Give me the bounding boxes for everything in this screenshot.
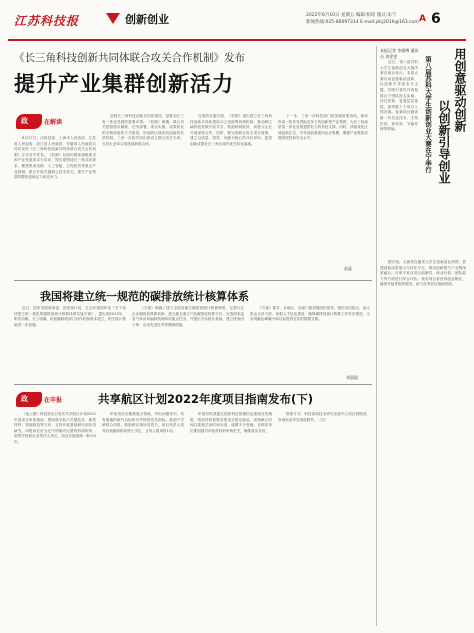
program-paragraph: 联系方式：科技部高技术研究发展中心项目管理部，咨询电话详见指南附件。（完）: [278, 412, 370, 422]
program-paragraph: （接上期）科技部近日发布共享航区计划2022年度项目申报指南，围绕航空航天关键技术、新型材料、智能制造等方向，支持开展基础研究和应用研究。申报单位应为在中国境内注册的科研院所、高等学校和企业等法人单位，项目实施周期一般为3年。: [14, 412, 96, 444]
lead-headline: 提升产业集群创新活力: [14, 72, 234, 96]
section-marker-icon: [106, 13, 120, 24]
sidebar-subtitle: 第八届苏科大学生创新创业大赛在宁举行: [424, 56, 432, 173]
lead-paragraph: 下一步，三省一市科技部门将加强政策协同，推动形成一批具有国际竞争力的创新型产业集群，为长三角高质量一体化发展提供有力的科技支撑。同时，持续优化区域创新生态，引导创新要素向企业集聚，增强产业链供应链的韧性和安全水平。: [278, 114, 368, 141]
lead-column-1: [14, 136, 96, 276]
sidebar-column-top: [380, 60, 418, 254]
lead-author: 赵蕊: [344, 266, 352, 271]
sidebar-column-bottom: [380, 260, 466, 624]
lead-column-2: [102, 114, 184, 276]
program-paragraph: 申报材料须通过国家科技管理信息系统在线填报，纸质材料按要求报送至指定地址。受理截止时间以系统关闭时间为准，逾期不予受理。各推荐单位要加强对申报材料的审核把关，确保真实有效。: [190, 412, 272, 433]
policy-badge-label: 在解读: [44, 119, 63, 126]
program-column-1: [14, 412, 96, 624]
policy-badge: [16, 114, 42, 129]
newspaper-logo: 江苏科技报: [14, 14, 80, 28]
carbon-author: 刘晨晨: [346, 375, 358, 380]
sidebar-paragraph: 近日，第八届苏科大学生创新创业大赛决赛在南京举行。本届大赛以用创意驱动创新、以创新引导创业为主题，共吸引省内外高校数百个团队报名参赛，经过初赛、复赛层层选拔，最终数十个项目入围决赛。参赛项目涵盖新一代信息技术、生物医药、新材料、节能环保等领域。: [380, 60, 418, 132]
divider: [14, 280, 372, 281]
sidebar-paragraph: 据介绍，大赛旨在激发大学生创新创业热情，搭建创新成果展示与转化平台，推动创新链与产业链深度融合。评审专家从项目创新性、商业价值、团队能力等方面进行综合评价。获奖项目将获得创业孵化、融资对接等配套服务，助力优秀项目落地发展。: [380, 260, 466, 287]
page-number: 6: [431, 11, 441, 27]
lead-paragraph: 在组织实施方面，《机制》提出建立长三角科技创新共同体建设办公室统筹协调机制，推动跨区域科技资源开放共享，鼓励科研院所、高校与企业开展深度合作。同时，要完善联合攻关项目管理，建立以质量、绩效、贡献为核心的评价导向，促进创新成果在长三角区域内优先转化落地。: [190, 114, 272, 146]
sidebar-title-2: 以创新引导创业: [437, 100, 451, 184]
masthead-rule: [8, 39, 466, 41]
issue-contact: 新闻热线:025-86097314 E-mail:jskj2016@163.com: [306, 20, 419, 25]
page-prefix: A: [419, 14, 426, 24]
program-paragraph: 申报项目应聚焦重点领域，突出问题导向，具有明确的研究目标和可考核的技术指标。鼓励产学研联合申报，鼓励跨区域协同攻关。项目负责人须具有高级职称或博士学位，且每人限申报1项。: [102, 412, 184, 433]
carbon-paragraph: 近日，国家发展改革委、国家统计局、生态环境部印发《关于加快建立统一规范的碳排放统计核算体系实施方案》，提出到2023年，职责清晰、分工明确、衔接顺畅的部门协作机制基本建立，相关统计基础进一步加强。: [14, 306, 126, 327]
application-badge-glyph: 政: [21, 395, 28, 403]
issue-meta: [306, 12, 426, 26]
issue-date-editor: 2022年6月10日 星期五 编辑:柏瑶 版式:朱宁: [306, 13, 397, 18]
program-column-4: [278, 412, 370, 624]
application-badge: [16, 392, 42, 407]
section-title: 创新创业: [125, 13, 169, 26]
carbon-paragraph: 《方案》要求，各地区、各部门要加强组织领导，强化协同配合，加大资金支持力度，加强人才队伍建设，确保碳排放统计核算工作有序推进，为实现碳达峰碳中和目标提供坚实的数据支撑。: [250, 306, 370, 322]
carbon-headline: 我国将建立统一规范的碳排放统计核算体系: [40, 290, 249, 303]
policy-badge-glyph: 政: [21, 117, 28, 125]
program-headline: 共享航区计划2022年度项目指南发布(下): [98, 392, 314, 406]
carbon-paragraph: 《方案》明确了建立全国及地方碳排放统计核算制度、完善行业企业碳排放核算机制、建立健全重点产品碳排放核算方法、完善国家温室气体清单编制机制四项重点任务，并提出夯实统计基础、建立排放因子库、应用先进技术等保障措施。: [132, 306, 244, 327]
carbon-column-2: [132, 306, 244, 380]
divider: [14, 384, 372, 385]
lead-paragraph: 6月27日，由科技部、上海市人民政府、江苏省人民政府、浙江省人民政府、安徽省人民政府共同印发的《长三角科技创新共同体联合攻关合作机制》正式对外发布。《机制》以面向国家战略需求和产业发展需求为导向，提出要围绕长三角共同需求，聚焦集成电路、人工智能、生物医药等重点产业领域，联合开展关键核心技术攻关，提升产业集群的整体创新活力和竞争力。: [14, 136, 96, 180]
program-column-2: [102, 412, 184, 624]
carbon-column-3: [250, 306, 370, 372]
carbon-column-1: [14, 306, 126, 380]
lead-paragraph: 加强长三角科技创新共同体建设，是推动长三角一体化发展的重要举措。《机制》明确，联合攻关按照需求凝练、任务部署、项目实施、成果转化的全链条组织方式推进，形成跨区域协同创新的长效机制。三省一市将共同出资设立联合攻关专项，支持企业牵头组建创新联合体。: [102, 114, 184, 146]
sidebar-byline: 本报记者 李雅博 通讯员 刘雯雯: [380, 48, 419, 59]
lead-kicker: 《长三角科技创新共同体联合攻关合作机制》发布: [14, 52, 245, 64]
program-column-3: [190, 412, 272, 624]
lead-column-3: [190, 114, 272, 276]
lead-column-4: [278, 114, 368, 264]
sidebar-title-1: 用创意驱动创新: [453, 48, 467, 132]
application-badge-label: 在申报: [44, 397, 63, 404]
sidebar-divider: [376, 46, 377, 626]
